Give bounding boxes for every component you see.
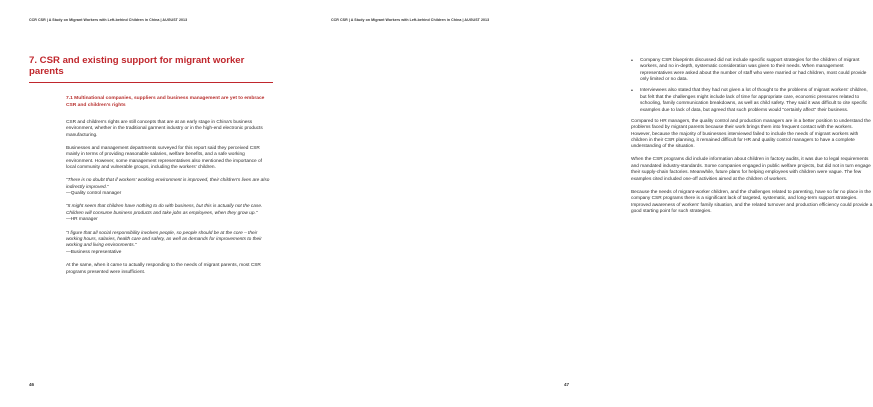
quote-attribution: —HR manager <box>66 217 98 223</box>
interview-quote: "There is no doubt that if workers' working environment is improved, their children's lives are also indirectly improved." <box>66 178 270 190</box>
left-page <box>0 0 300 407</box>
page-number-right: 47 <box>564 382 570 387</box>
interview-quote: "It might seem that children have nothing to do with business, but this is actually not the case. Children will consume business products and take jobs as employees, when they grow up." <box>66 204 263 216</box>
body-paragraph: Because the needs of migrant-worker children, and the challenges related to parenting, have so far no place in the company CSR programs there is a significant lack of targeted, systematic, and long-term support strategies. Improved awareness of workers' family situation, and the related turnover and production efficiency could provide a good starting point for such strategies. <box>631 189 873 214</box>
left-text-column <box>66 96 272 283</box>
bullet-text: Company CSR blueprints discussed did not include specific support strategies for the children of migrant workers, and no in-depth, systematic consideration was given to their needs. When management representatives were asked about the number of staff who were married or had children, most could provide only limited or no data. <box>640 58 867 83</box>
quote-attribution: —Business representative <box>66 249 122 255</box>
bullet-text: Interviewees also stated that they had not given a lot of thought to the problems of migrant workers' children, but felt that the challenges might include lack of time for appropriate care, economic pressures related to schooling, family communication breakdowns, as well as child safety. They said it was difficult to cite specific examples due to lack of data, but agreed that such problems would "certainly affect" their business. <box>640 88 868 113</box>
right-page <box>300 0 873 407</box>
quote-attribution: —Quality control manager <box>66 190 122 196</box>
body-paragraph: When the CSR programs did include information about children in factory audits, it was due to legal requirements and mandated industry-standards. Some companies engaged in public welfare projects, but did not in turn engage their supply-chain factories. Meanwhile, future plans for helping employees with children were vague. The few examples cited included one-off activities aimed at the children of workers. <box>631 157 871 182</box>
interview-quote: "I figure that all social responsibility involves people, so people should be at the core – their working hours, salaries, health care and safety, as well as demands for improvements to their working and living environments." <box>66 230 262 249</box>
bullet-icon: • <box>631 58 633 64</box>
bullet-icon: • <box>631 88 633 95</box>
page-number-left: 46 <box>29 382 35 387</box>
body-paragraph: CSR and children's rights are still concepts that are at an early stage in China's business environment, whether in the traditional garment industry or in the high-end electronic products manufacturing. <box>66 119 263 138</box>
body-paragraph: Compared to HR managers, the quality control and production managers are in a better position to understand the problems faced by migrant parents because their work brings them into frequent contact with the workers. However, because the majority of businesses interviewed failed to include the needs of migrant workers with children in their CSR planning, it remained difficult for HR and quality control managers to have a complete understanding of the situation. <box>631 118 871 150</box>
subsection-heading: 7.1 Multinational companies, suppliers and business management are yet to embrace CSR and children's rights <box>66 96 265 108</box>
right-text-column <box>631 58 873 222</box>
bullet-item <box>631 58 873 84</box>
section-title: 7. CSR and existing support for migrant worker parents <box>29 55 245 78</box>
running-head-right: CCR CSR | A Study on Migrant Workers with Left-behind Children in China | AUGUST 2013 <box>331 18 490 22</box>
bullet-item <box>631 88 873 114</box>
body-paragraph: Businesses and management departments surveyed for this report said they perceived CSR mainly in terms of providing reasonable salaries, welfare benefits, and a safe working environment. However, some management representatives also mentioned the importance of local community and vulnerable groups, including the workers' children. <box>66 145 262 170</box>
body-paragraph: At the same, when it came to actually responding to the needs of migrant parents, most CSR programs presented were insufficient. <box>66 263 261 275</box>
section-divider <box>29 82 273 83</box>
bullet-list <box>631 58 873 114</box>
running-head-left: CCR CSR | A Study on Migrant Workers with Left-behind Children in China | AUGUST 2013 <box>29 18 188 22</box>
